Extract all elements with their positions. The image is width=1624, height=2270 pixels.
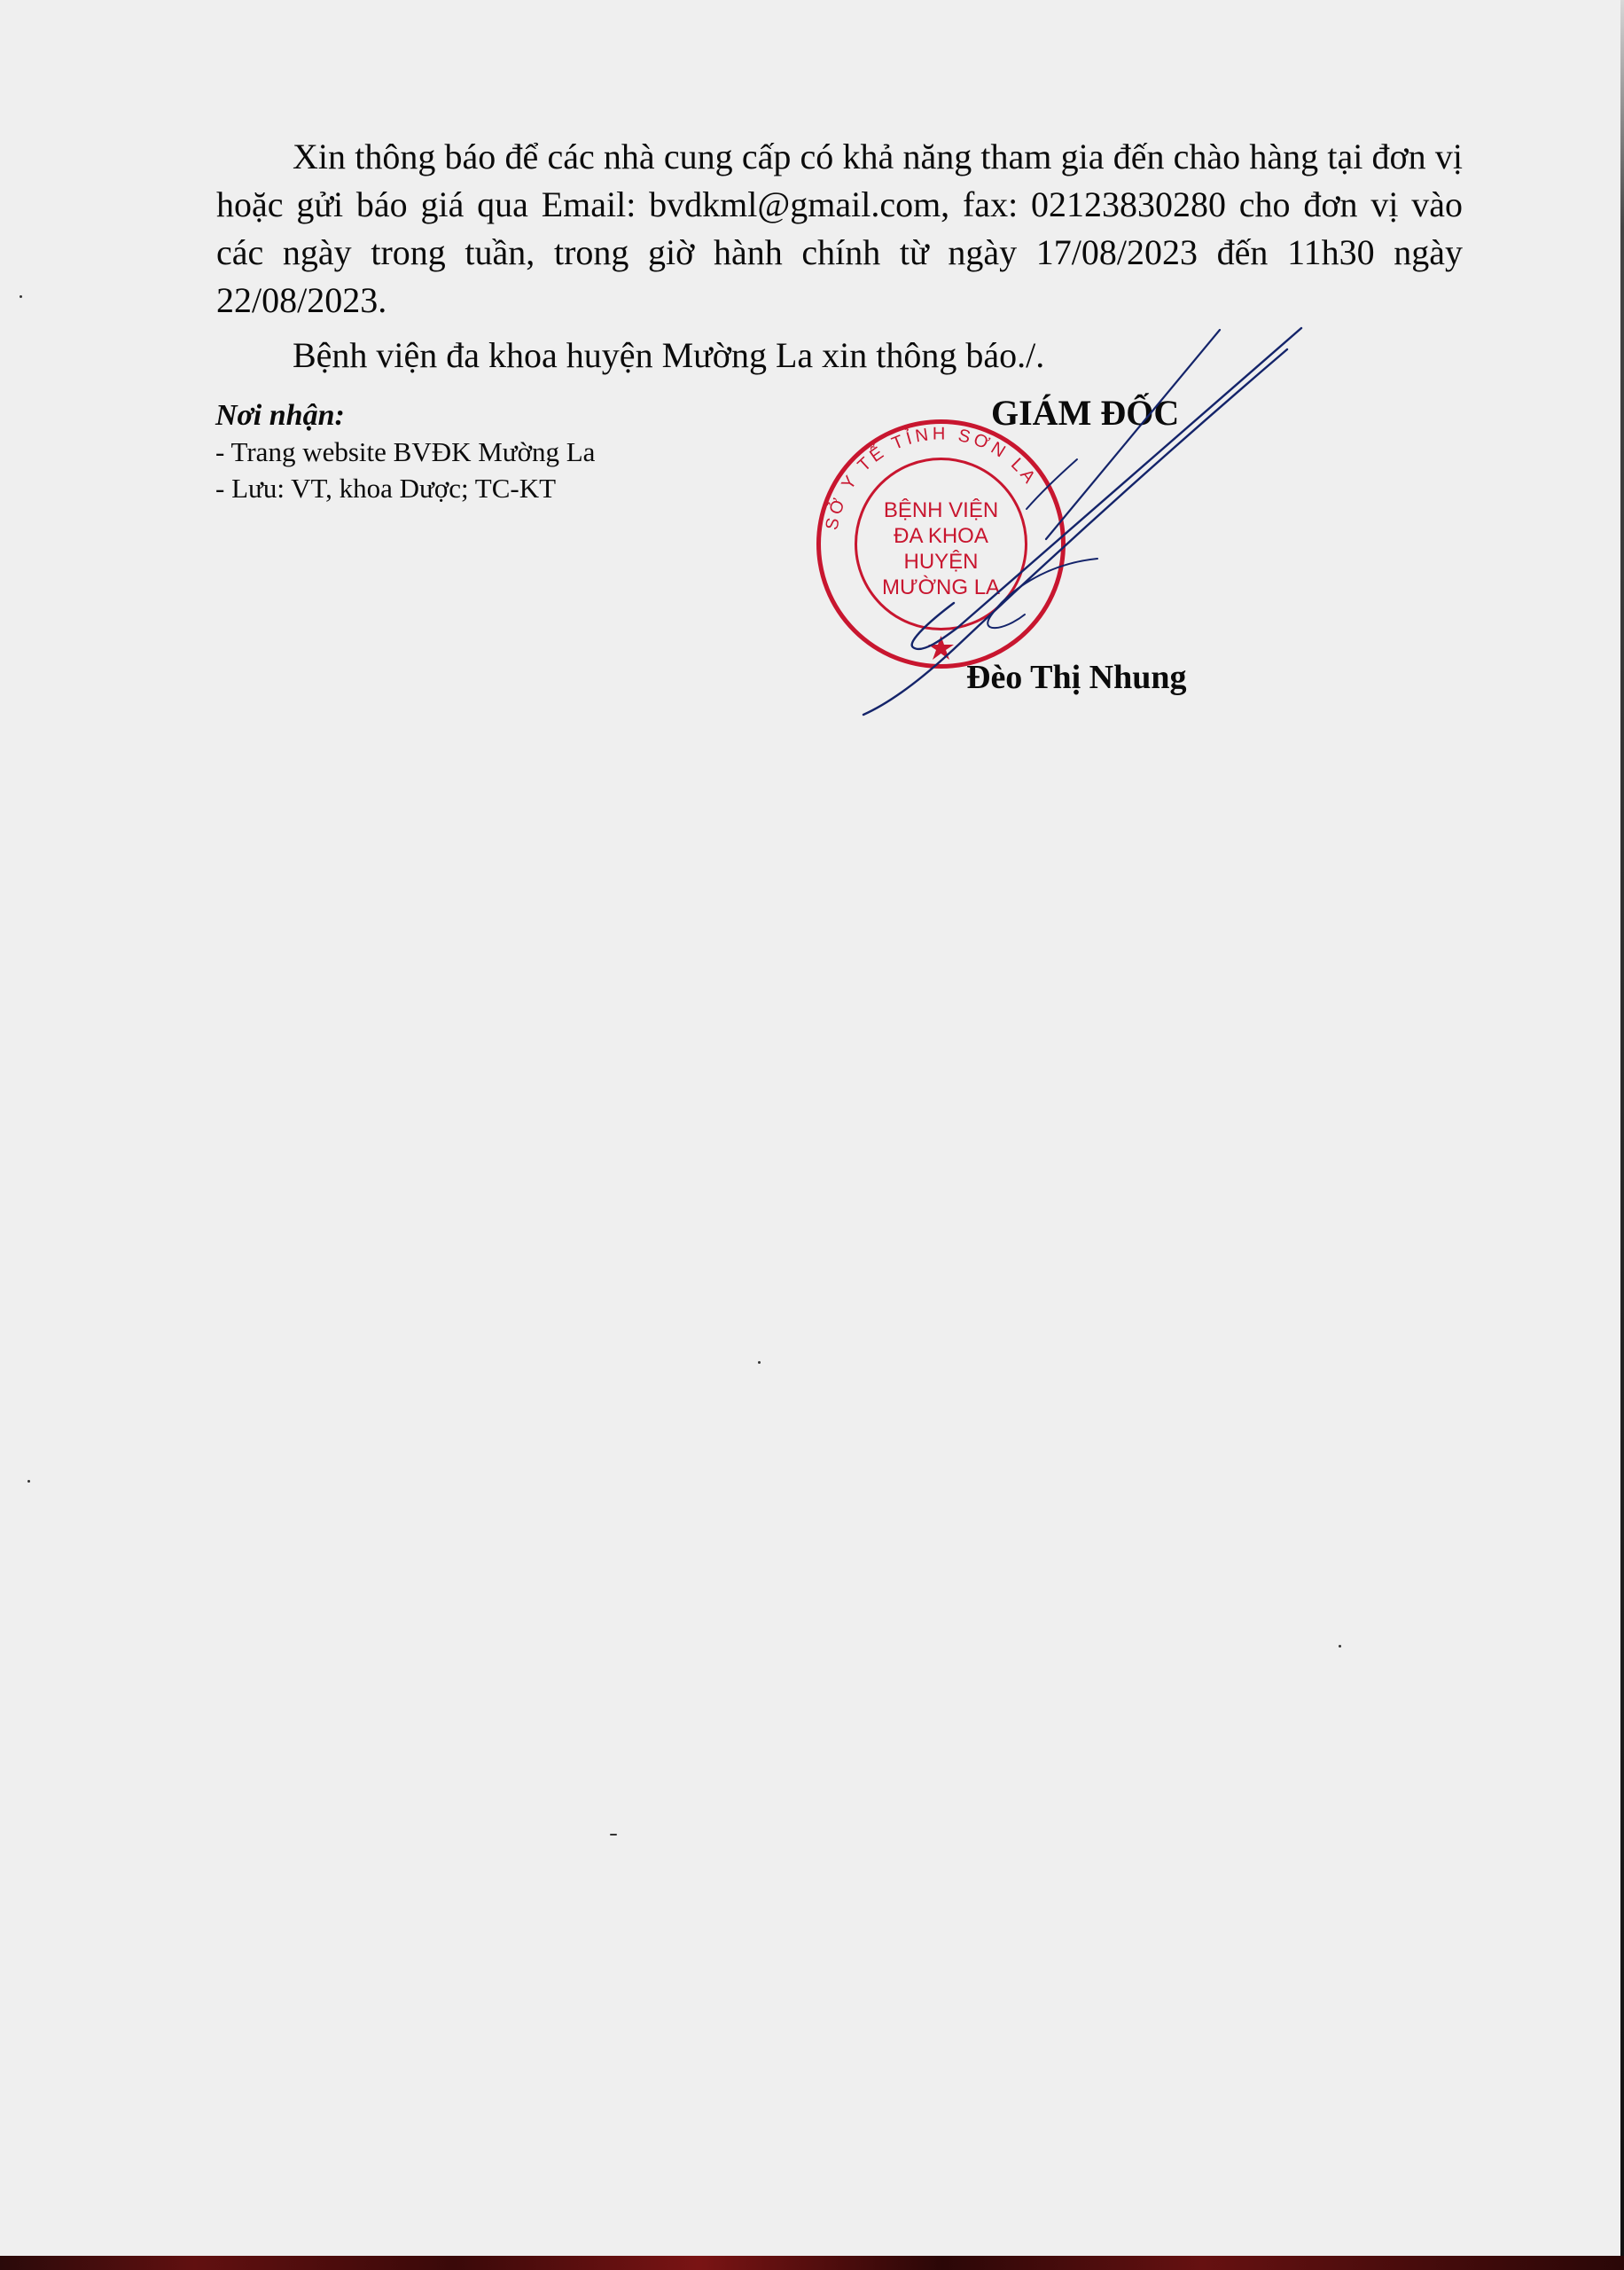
notice-paragraph — [216, 133, 1463, 325]
scan-speck — [610, 1834, 617, 1836]
signature-stroke — [988, 559, 1097, 628]
scan-right-edge — [1620, 0, 1624, 2270]
signature-title: GIÁM ĐỐC — [991, 393, 1180, 433]
scan-speck — [1339, 1645, 1341, 1648]
signature-stroke — [912, 328, 1301, 649]
notice-text: Xin thông báo để các nhà cung cấp có khả năng tham gia đến chào hàng tại đơn vị hoặc gửi báo giá qua Email: bvdkml@gmail.com, fax: 02123830280 cho đơn vị vào các ngày trong tuần, trong giờ hành chính từ ngày 17/08/2023 đến 11h30 ngày 22/08/2023. — [216, 137, 1463, 320]
signature-stroke — [1027, 459, 1077, 509]
seal-line: ĐA KHOA — [894, 524, 988, 548]
seal-line: MƯỜNG LA — [881, 575, 1001, 599]
seal-line: BỆNH VIỆN — [883, 498, 999, 522]
seal-line: HUYỆN — [903, 550, 979, 574]
recipient-item: - Lưu: VT, khoa Dược; TC-KT — [215, 470, 712, 506]
scan-speck — [758, 1361, 761, 1364]
signer-name: Đèo Thị Nhung — [966, 659, 1187, 696]
recipient-item: - Trang website BVĐK Mường La — [215, 434, 712, 470]
scan-speck — [27, 1480, 30, 1483]
scan-speck — [20, 295, 22, 298]
seal-outer-text-path: SỞ Y TẾ TỈNH SƠN LA — [822, 424, 1042, 532]
recipients-heading: Nơi nhận: — [215, 399, 345, 432]
scan-bottom-edge — [0, 2256, 1624, 2270]
signature-stroke — [1046, 330, 1220, 539]
closing-statement: Bệnh viện đa khoa huyện Mường La xin thông báo./. — [293, 335, 1045, 375]
recipients-block — [215, 398, 712, 506]
recipient-list — [215, 434, 712, 506]
